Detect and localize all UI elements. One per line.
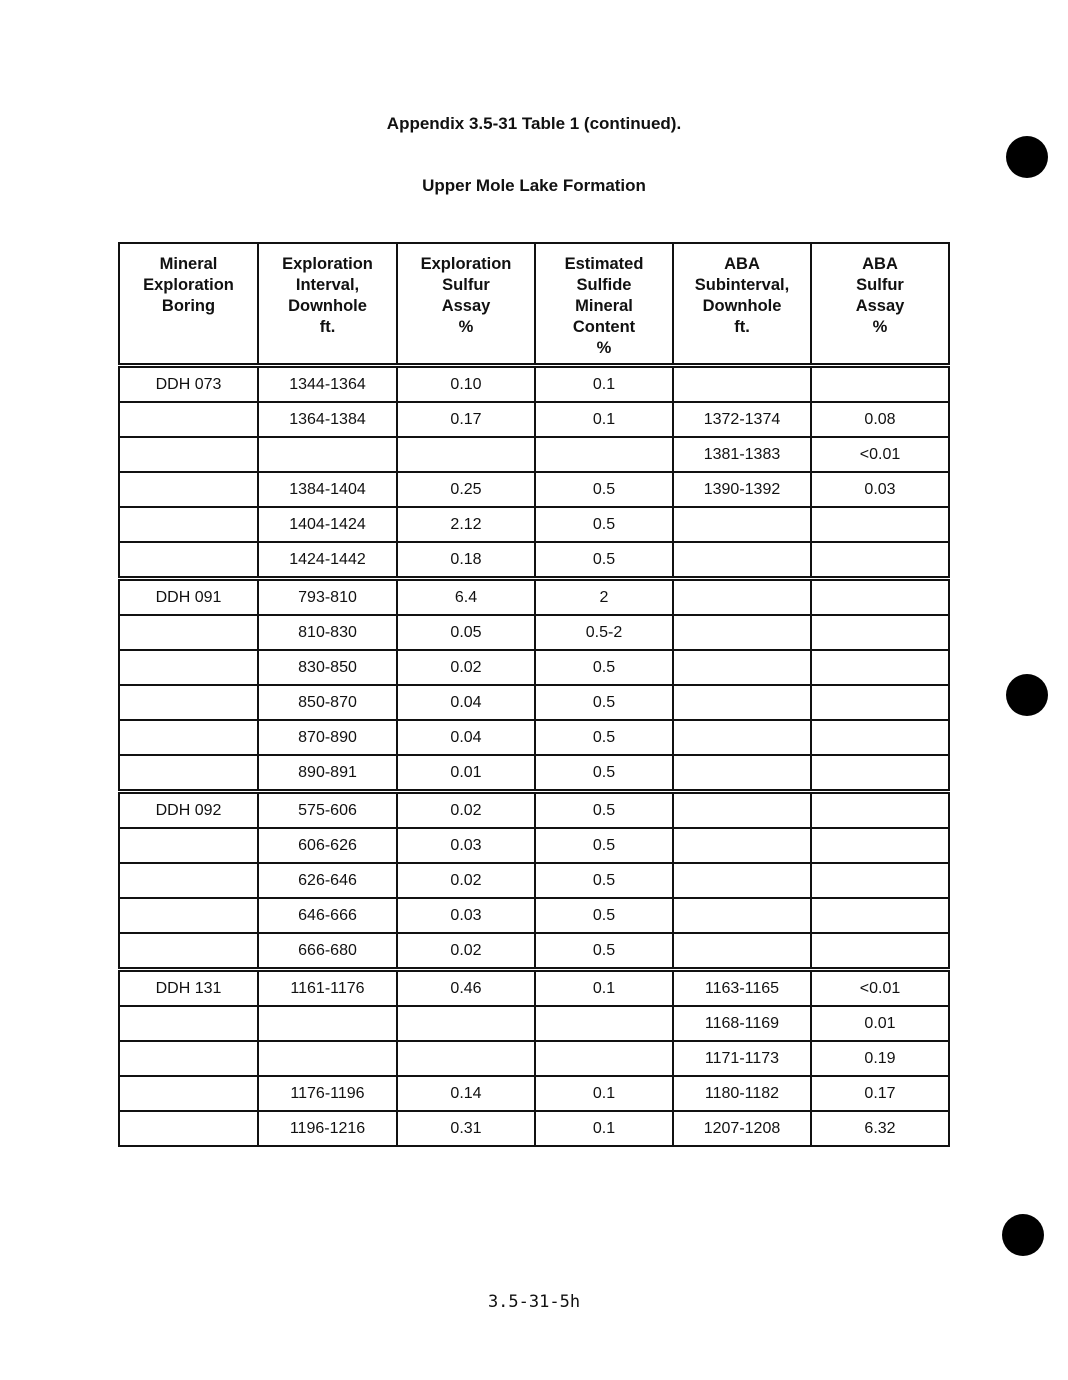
- table-row: [119, 863, 949, 898]
- boring-cell: [119, 1041, 258, 1076]
- table-cell: 0.46: [397, 970, 535, 1007]
- table-cell: 1390-1392: [673, 472, 811, 507]
- table-row: [119, 579, 949, 616]
- boring-cell: [119, 828, 258, 863]
- table-cell: [811, 579, 949, 616]
- table-cell: 0.08: [811, 402, 949, 437]
- table-row: [119, 615, 949, 650]
- table-cell: 626-646: [258, 863, 397, 898]
- table-cell: [811, 755, 949, 792]
- table-cell: 0.1: [535, 1111, 673, 1146]
- boring-cell: [119, 615, 258, 650]
- boring-cell: [119, 863, 258, 898]
- table-cell: 0.31: [397, 1111, 535, 1146]
- table-cell: 0.17: [397, 402, 535, 437]
- table-cell: 0.04: [397, 720, 535, 755]
- column-header-line: Downhole: [288, 297, 367, 315]
- boring-cell: [119, 650, 258, 685]
- table-cell: [673, 579, 811, 616]
- table-cell: 646-666: [258, 898, 397, 933]
- table-cell: 0.17: [811, 1076, 949, 1111]
- table-cell: 0.02: [397, 792, 535, 829]
- table-row: [119, 933, 949, 970]
- table-cell: [811, 366, 949, 403]
- table-cell: [673, 755, 811, 792]
- table-cell: <0.01: [811, 437, 949, 472]
- table-cell: 0.02: [397, 863, 535, 898]
- table-cell: 0.5: [535, 720, 673, 755]
- table-cell: 0.14: [397, 1076, 535, 1111]
- table-cell: [811, 685, 949, 720]
- table-row: [119, 366, 949, 403]
- column-header-line: Boring: [161, 297, 216, 315]
- table-cell: [811, 615, 949, 650]
- table-row: [119, 898, 949, 933]
- table-cell: 0.03: [397, 828, 535, 863]
- table-cell: 0.01: [397, 755, 535, 792]
- table-cell: [673, 685, 811, 720]
- table-cell: 2.12: [397, 507, 535, 542]
- table-cell: [397, 1006, 535, 1041]
- column-header-line: %: [458, 318, 474, 336]
- table-cell: [811, 898, 949, 933]
- table-cell: [258, 1006, 397, 1041]
- table-cell: 0.02: [397, 933, 535, 970]
- table-cell: 0.5: [535, 933, 673, 970]
- table-cell: 0.5: [535, 650, 673, 685]
- table-cell: 0.1: [535, 1076, 673, 1111]
- column-header-line: ABA: [724, 255, 760, 273]
- boring-cell: DDH 092: [119, 792, 258, 829]
- table-cell: [811, 792, 949, 829]
- table-cell: [811, 542, 949, 579]
- column-header-line: Assay: [441, 297, 491, 315]
- boring-cell: [119, 542, 258, 579]
- column-header-line: Content: [572, 318, 636, 336]
- table-row: [119, 650, 949, 685]
- column-header-line: Downhole: [702, 297, 782, 315]
- boring-cell: [119, 755, 258, 792]
- table-cell: [535, 1006, 673, 1041]
- table-cell: 0.5: [535, 685, 673, 720]
- table-cell: [811, 507, 949, 542]
- table-cell: [397, 437, 535, 472]
- table-row: [119, 1111, 949, 1146]
- table-cell: 0.5-2: [535, 615, 673, 650]
- table-cell: 1381-1383: [673, 437, 811, 472]
- table-cell: 1196-1216: [258, 1111, 397, 1146]
- table-cell: 0.5: [535, 898, 673, 933]
- table-cell: 0.1: [535, 402, 673, 437]
- table-row: [119, 792, 949, 829]
- column-header-line: Subinterval,: [694, 276, 790, 294]
- table-cell: <0.01: [811, 970, 949, 1007]
- table-subtitle: Upper Mole Lake Formation: [422, 176, 646, 195]
- column-header-line: Exploration: [143, 276, 234, 294]
- table-cell: 1424-1442: [258, 542, 397, 579]
- table-cell: 1176-1196: [258, 1076, 397, 1111]
- table-cell: [673, 792, 811, 829]
- table-title: Appendix 3.5-31 Table 1 (continued).: [386, 114, 682, 133]
- column-header-line: Sulfur: [442, 276, 490, 294]
- table-cell: 1161-1176: [258, 970, 397, 1007]
- table-cell: 2: [535, 579, 673, 616]
- table-cell: [811, 650, 949, 685]
- boring-cell: [119, 507, 258, 542]
- boring-cell: [119, 1006, 258, 1041]
- table-cell: 1364-1384: [258, 402, 397, 437]
- table-cell: 0.03: [811, 472, 949, 507]
- table-cell: 666-680: [258, 933, 397, 970]
- table-cell: [673, 366, 811, 403]
- table-cell: 1168-1169: [673, 1006, 811, 1041]
- table-cell: 1171-1173: [673, 1041, 811, 1076]
- table-cell: 890-891: [258, 755, 397, 792]
- table-cell: 0.01: [811, 1006, 949, 1041]
- table-cell: [673, 650, 811, 685]
- column-header: [397, 243, 535, 366]
- table-cell: 6.32: [811, 1111, 949, 1146]
- table-row: [119, 1041, 949, 1076]
- table-cell: 575-606: [258, 792, 397, 829]
- boring-cell: [119, 720, 258, 755]
- table-cell: 1404-1424: [258, 507, 397, 542]
- table-cell: 1163-1165: [673, 970, 811, 1007]
- table-cell: 0.5: [535, 507, 673, 542]
- table-cell: [535, 1041, 673, 1076]
- table-cell: [811, 720, 949, 755]
- table-cell: 0.1: [535, 970, 673, 1007]
- boring-cell: [119, 402, 258, 437]
- table-cell: 793-810: [258, 579, 397, 616]
- boring-cell: [119, 1111, 258, 1146]
- column-header: [673, 243, 811, 366]
- column-header-line: Sulfur: [856, 276, 904, 294]
- boring-cell: DDH 091: [119, 579, 258, 616]
- binder-hole-top: [1006, 136, 1048, 178]
- table-cell: 0.03: [397, 898, 535, 933]
- table-cell: [673, 863, 811, 898]
- column-header-line: Exploration: [282, 255, 373, 273]
- boring-cell: [119, 1076, 258, 1111]
- table-row: [119, 1076, 949, 1111]
- column-header-line: Assay: [855, 297, 905, 315]
- column-header: [119, 243, 258, 366]
- table-cell: [673, 720, 811, 755]
- boring-cell: [119, 685, 258, 720]
- table-cell: 870-890: [258, 720, 397, 755]
- table-row: [119, 542, 949, 579]
- page-number: 3.5-31-5h: [487, 1292, 581, 1312]
- table-cell: 6.4: [397, 579, 535, 616]
- column-header-line: ft.: [319, 318, 336, 336]
- table-cell: [811, 828, 949, 863]
- table-cell: [397, 1041, 535, 1076]
- table-cell: 0.19: [811, 1041, 949, 1076]
- table-row: [119, 1006, 949, 1041]
- boring-cell: [119, 933, 258, 970]
- table-cell: 1384-1404: [258, 472, 397, 507]
- table-cell: 606-626: [258, 828, 397, 863]
- column-header-line: %: [872, 318, 888, 336]
- table-cell: 0.5: [535, 863, 673, 898]
- column-header-line: ABA: [862, 255, 898, 273]
- table-row: [119, 970, 949, 1007]
- table-row: [119, 472, 949, 507]
- table-cell: 1372-1374: [673, 402, 811, 437]
- table-cell: [673, 507, 811, 542]
- column-header-line: Interval,: [295, 276, 360, 294]
- column-header-line: Exploration: [420, 255, 512, 273]
- table-cell: 0.5: [535, 792, 673, 829]
- column-header: [811, 243, 949, 366]
- sulfur-assay-table: [118, 242, 950, 1147]
- table-cell: 0.04: [397, 685, 535, 720]
- column-header-line: Mineral: [159, 255, 218, 273]
- table-cell: 830-850: [258, 650, 397, 685]
- boring-cell: [119, 437, 258, 472]
- table-cell: 0.02: [397, 650, 535, 685]
- table-cell: 850-870: [258, 685, 397, 720]
- column-header-line: Mineral: [575, 297, 633, 315]
- table-cell: [535, 437, 673, 472]
- table-row: [119, 828, 949, 863]
- table-cell: 0.10: [397, 366, 535, 403]
- table-cell: [673, 542, 811, 579]
- table-row: [119, 720, 949, 755]
- table-cell: 0.5: [535, 542, 673, 579]
- table-cell: 0.18: [397, 542, 535, 579]
- table-cell: [673, 933, 811, 970]
- table-cell: [673, 828, 811, 863]
- column-header: [258, 243, 397, 366]
- table-row: [119, 755, 949, 792]
- column-header-line: %: [596, 339, 612, 357]
- boring-cell: DDH 073: [119, 366, 258, 403]
- table-cell: 1180-1182: [673, 1076, 811, 1111]
- boring-cell: DDH 131: [119, 970, 258, 1007]
- table-cell: [811, 933, 949, 970]
- table-cell: 0.5: [535, 755, 673, 792]
- table-row: [119, 685, 949, 720]
- binder-hole-middle: [1006, 674, 1048, 716]
- table-cell: 0.5: [535, 828, 673, 863]
- binder-hole-bottom: [1002, 1214, 1044, 1256]
- column-header-line: Sulfide: [576, 276, 632, 294]
- boring-cell: [119, 472, 258, 507]
- column-header-line: ft.: [734, 318, 750, 336]
- table-cell: 0.05: [397, 615, 535, 650]
- header-row: [119, 243, 949, 366]
- table-cell: [811, 863, 949, 898]
- column-header-line: Estimated: [564, 255, 644, 273]
- table-cell: 0.1: [535, 366, 673, 403]
- table-cell: [673, 898, 811, 933]
- boring-cell: [119, 898, 258, 933]
- table-cell: [673, 615, 811, 650]
- table-cell: 0.25: [397, 472, 535, 507]
- table-row: [119, 437, 949, 472]
- table-row: [119, 402, 949, 437]
- table-cell: [258, 1041, 397, 1076]
- table-row: [119, 507, 949, 542]
- table-cell: 810-830: [258, 615, 397, 650]
- column-header: [535, 243, 673, 366]
- table-cell: 1207-1208: [673, 1111, 811, 1146]
- table-cell: [258, 437, 397, 472]
- table-cell: 0.5: [535, 472, 673, 507]
- table-cell: 1344-1364: [258, 366, 397, 403]
